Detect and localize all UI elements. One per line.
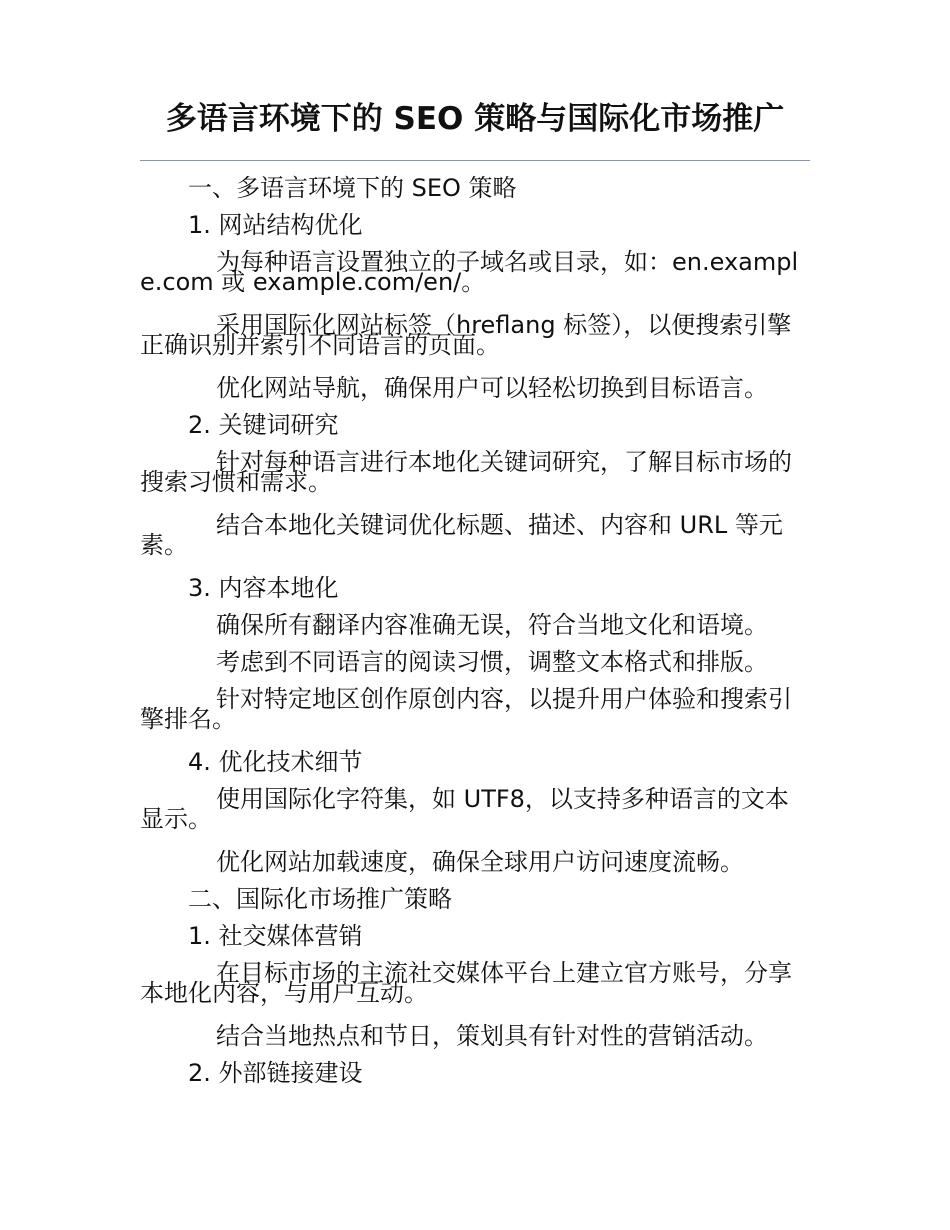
document-title: 多语言环境下的 SEO 策略与国际化市场推广 [165, 101, 785, 137]
paragraph: 优化网站加载速度，确保全球用户访问速度流畅。 [216, 848, 744, 876]
paragraph: 确保所有翻译内容准确无误，符合当地文化和语境。 [216, 611, 768, 639]
title-underline [140, 160, 810, 161]
paragraph: 针对每种语言进行本地化关键词研究，了解目标市场的搜索习惯和需求。 [140, 448, 792, 496]
section-heading: 二、国际化市场推广策略 [188, 885, 452, 913]
section-heading: 一、多语言环境下的 SEO 策略 [188, 174, 517, 202]
subsection-heading: 1. 社交媒体营销 [188, 922, 363, 950]
paragraph: 在目标市场的主流社交媒体平台上建立官方账号，分享本地化内容，与用户互动。 [140, 959, 792, 1007]
paragraph: 采用国际化网站标签（hreflang 标签），以便搜索引擎正确识别并索引不同语言的页面。 [140, 311, 792, 359]
paragraph: 考虑到不同语言的阅读习惯，调整文本格式和排版。 [216, 648, 768, 676]
paragraph: 优化网站导航，确保用户可以轻松切换到目标语言。 [216, 374, 768, 402]
subsection-heading: 2. 外部链接建设 [188, 1059, 363, 1087]
subsection-heading: 3. 内容本地化 [188, 574, 339, 602]
document-body [140, 174, 808, 1100]
paragraph: 使用国际化字符集，如 UTF8，以支持多种语言的文本显示。 [140, 785, 789, 833]
subsection-heading: 1. 网站结构优化 [188, 211, 363, 239]
paragraph: 结合本地化关键词优化标题、描述、内容和 URL 等元素。 [140, 511, 783, 559]
subsection-heading: 4. 优化技术细节 [188, 748, 363, 776]
paragraph: 为每种语言设置独立的子域名或目录，如：en.example.com 或 example.com/en/。 [140, 248, 799, 296]
subsection-heading: 2. 关键词研究 [188, 411, 339, 439]
paragraph: 结合当地热点和节日，策划具有针对性的营销活动。 [216, 1022, 768, 1050]
paragraph: 针对特定地区创作原创内容，以提升用户体验和搜索引擎排名。 [140, 685, 792, 733]
